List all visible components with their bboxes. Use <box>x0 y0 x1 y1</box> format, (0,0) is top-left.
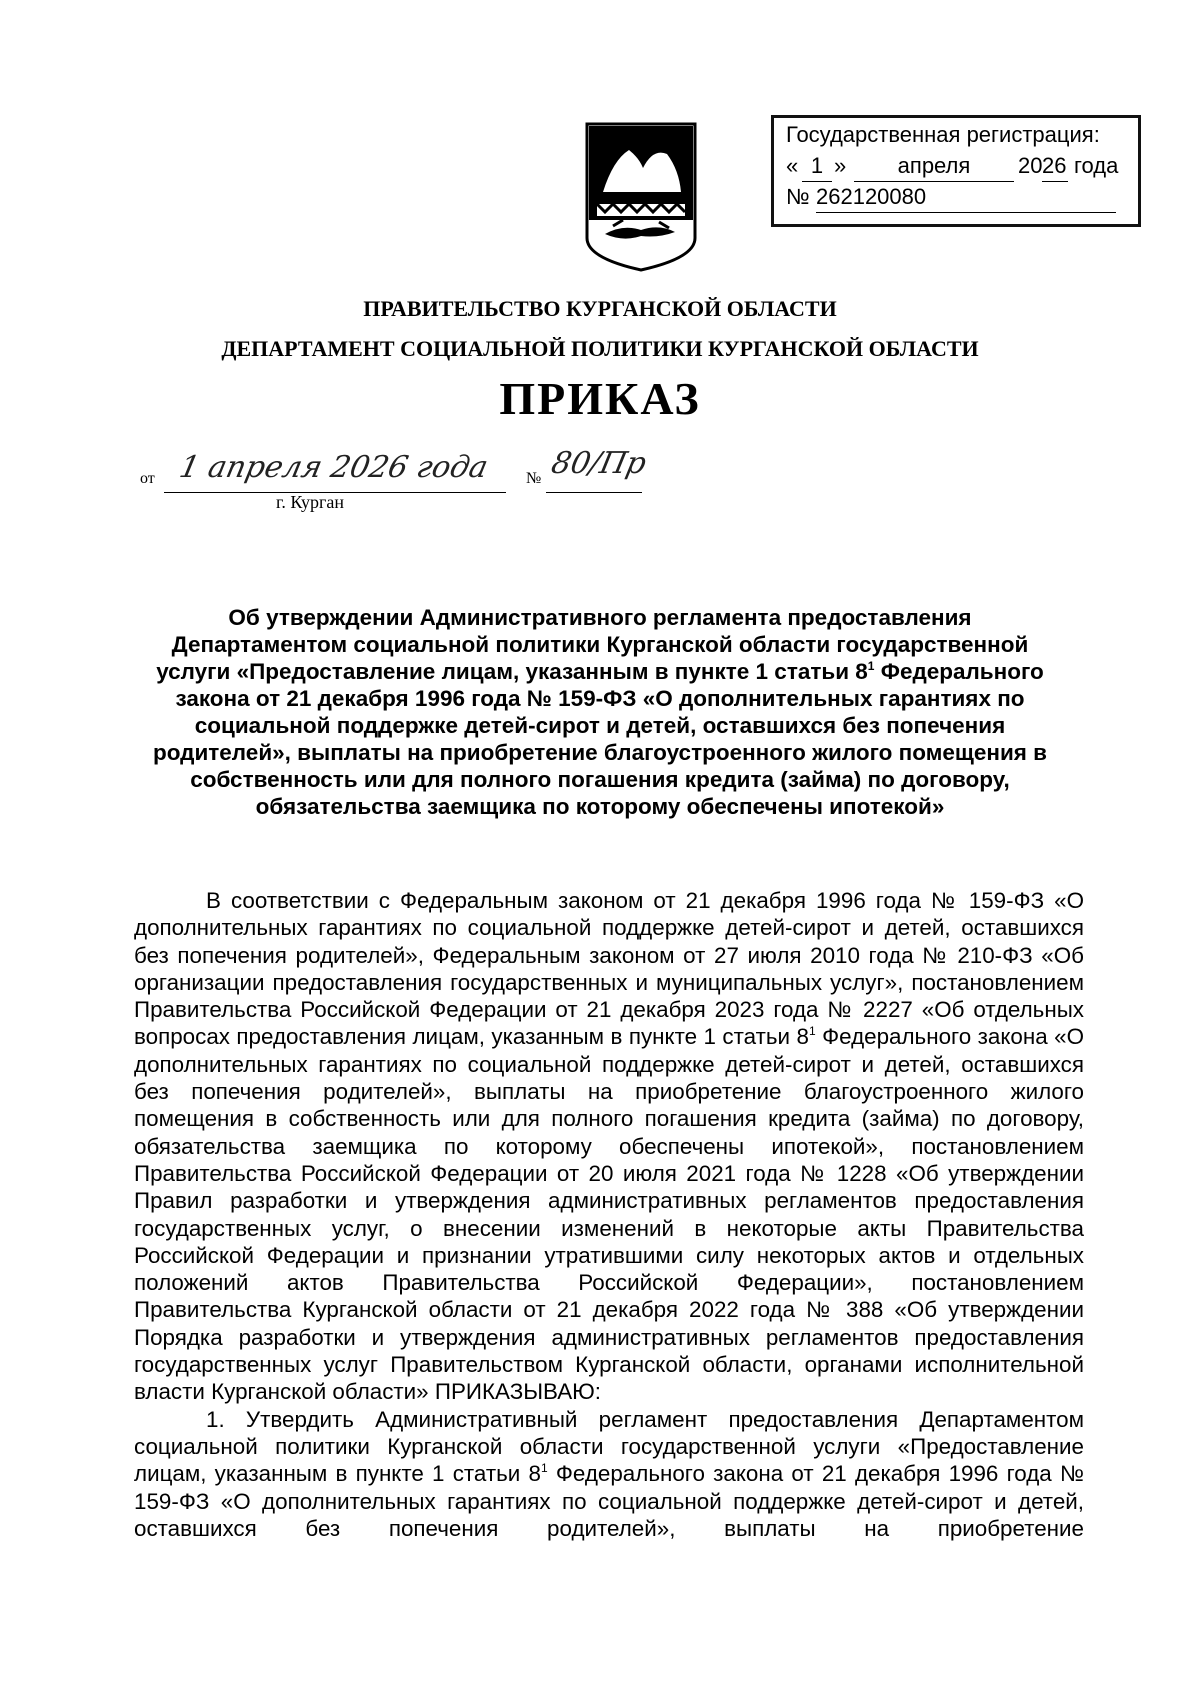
kurgan-coat-of-arms-icon <box>583 120 699 272</box>
preamble-paragraph <box>134 887 1084 1406</box>
clause-1-text-2: Федерального закона от 21 декабря 1996 года № 159-ФЗ «О дополнительных гарантиях по социальной поддержке детей-сирот и детей, оставшихся без попечения родителей», выплаты на приобретение <box>134 1461 1084 1541</box>
handwritten-order-number: 80/Пр <box>548 446 650 481</box>
registration-open-quote: « <box>786 153 799 178</box>
order-body <box>134 887 1084 1542</box>
registration-number-label: № <box>786 184 810 209</box>
government-heading: ПРАВИТЕЛЬСТВО КУРГАНСКОЙ ОБЛАСТИ <box>363 296 837 321</box>
subject-superscript: 1 <box>867 659 875 673</box>
order-number-underline <box>546 484 642 493</box>
registration-year-prefix: 20 <box>1018 153 1043 178</box>
clause-1-superscript: 1 <box>540 1461 548 1476</box>
date-from-label: от <box>140 470 155 487</box>
preamble-text-2: Федерального закона «О дополнительных гарантиях по социальной поддержке детей-сирот и детей, оставшихся без попечения родителей», выплаты на приобретение благоустроенного жилого помещения в собственность или для полного погашения кредита (займа) по договору, обязательства заемщика по которому обеспечены ипотекой», постановлением Правительства Российской Федерации от 20 июля 2021 года № 1228 «Об утверждении Правил разработки и утверждения административных регламентов предоставления государственных услуг, о внесении изменений в некоторые акты Правительства Российской Федерации и признании утратившими силу некоторых актов и отдельных положений актов Правительства Российской Федерации», постановлением Правительства Курганской области от 21 декабря 2022 года № 388 «Об утверждении Порядка разработки и утверждения административных регламентов предоставления государственных услуг Правительством Курганской области, органами исполнительной власти Курганской области» ПРИКАЗЫВАЮ: <box>134 1024 1084 1405</box>
registration-day: 1 <box>802 151 832 182</box>
document-type-title: ПРИКАЗ <box>499 373 701 424</box>
subject-text-1: Об утверждении Административного регламента предоставления Департаментом социальной политики Курганской области государственной услуги «Предоставление лицам, указанным в пункте 1 статьи 8 <box>156 605 1029 684</box>
city-name: г. Курган <box>276 492 345 512</box>
registration-number: 262120080 <box>816 182 1116 213</box>
clause-1-text-1: 1. Утвердить Административный регламент предоставления Департаментом социальной политики Курганской области государственной услуги «Предоставление лицам, указанным в пункте 1 статьи 8 <box>134 1406 1084 1487</box>
department-heading: ДЕПАРТАМЕНТ СОЦИАЛЬНОЙ ПОЛИТИКИ КУРГАНСКОЙ ОБЛАСТИ <box>221 336 979 361</box>
order-subject <box>140 604 1060 820</box>
registration-stamp <box>771 115 1141 227</box>
registration-label: Государственная регистрация: <box>786 122 1100 147</box>
preamble-text-1: В соответствии с Федеральным законом от 21 декабря 1996 года № 159-ФЗ «О дополнительных гарантиях по социальной поддержке детей-сирот и детей, оставшихся без попечения родителей», Федеральным законом от 27 июля 2010 года № 210-ФЗ «Об организации предоставления государственных и муниципальных услуг», постановлением Правительства Российской Федерации от 21 декабря 2023 года № 2227 «Об отдельных вопросах предоставления лицам, указанным в пункте 1 статьи 8 <box>134 888 1084 1050</box>
subject-text-2: Федерального закона от 21 декабря 1996 года № 159-ФЗ «О дополнительных гарантиях по социальной поддержке детей-сирот и детей, оставшихся без попечения родителей», выплаты на приобретение благоустроенного жилого помещения в собственность или для полного погашения кредита (займа) по договору, обязательства заемщика по которому обеспечены ипотекой» <box>152 659 1048 819</box>
order-number-label: № <box>526 470 542 487</box>
clause-1-paragraph <box>134 1406 1084 1542</box>
preamble-superscript: 1 <box>808 1024 816 1039</box>
registration-close-quote: » <box>834 153 847 178</box>
registration-year-word: года <box>1074 153 1119 178</box>
handwritten-date: 1 апреля 2026 года <box>176 450 492 485</box>
registration-year-suffix: 26 <box>1042 151 1068 182</box>
date-number-line <box>140 446 660 512</box>
registration-month: апреля <box>854 151 1014 182</box>
